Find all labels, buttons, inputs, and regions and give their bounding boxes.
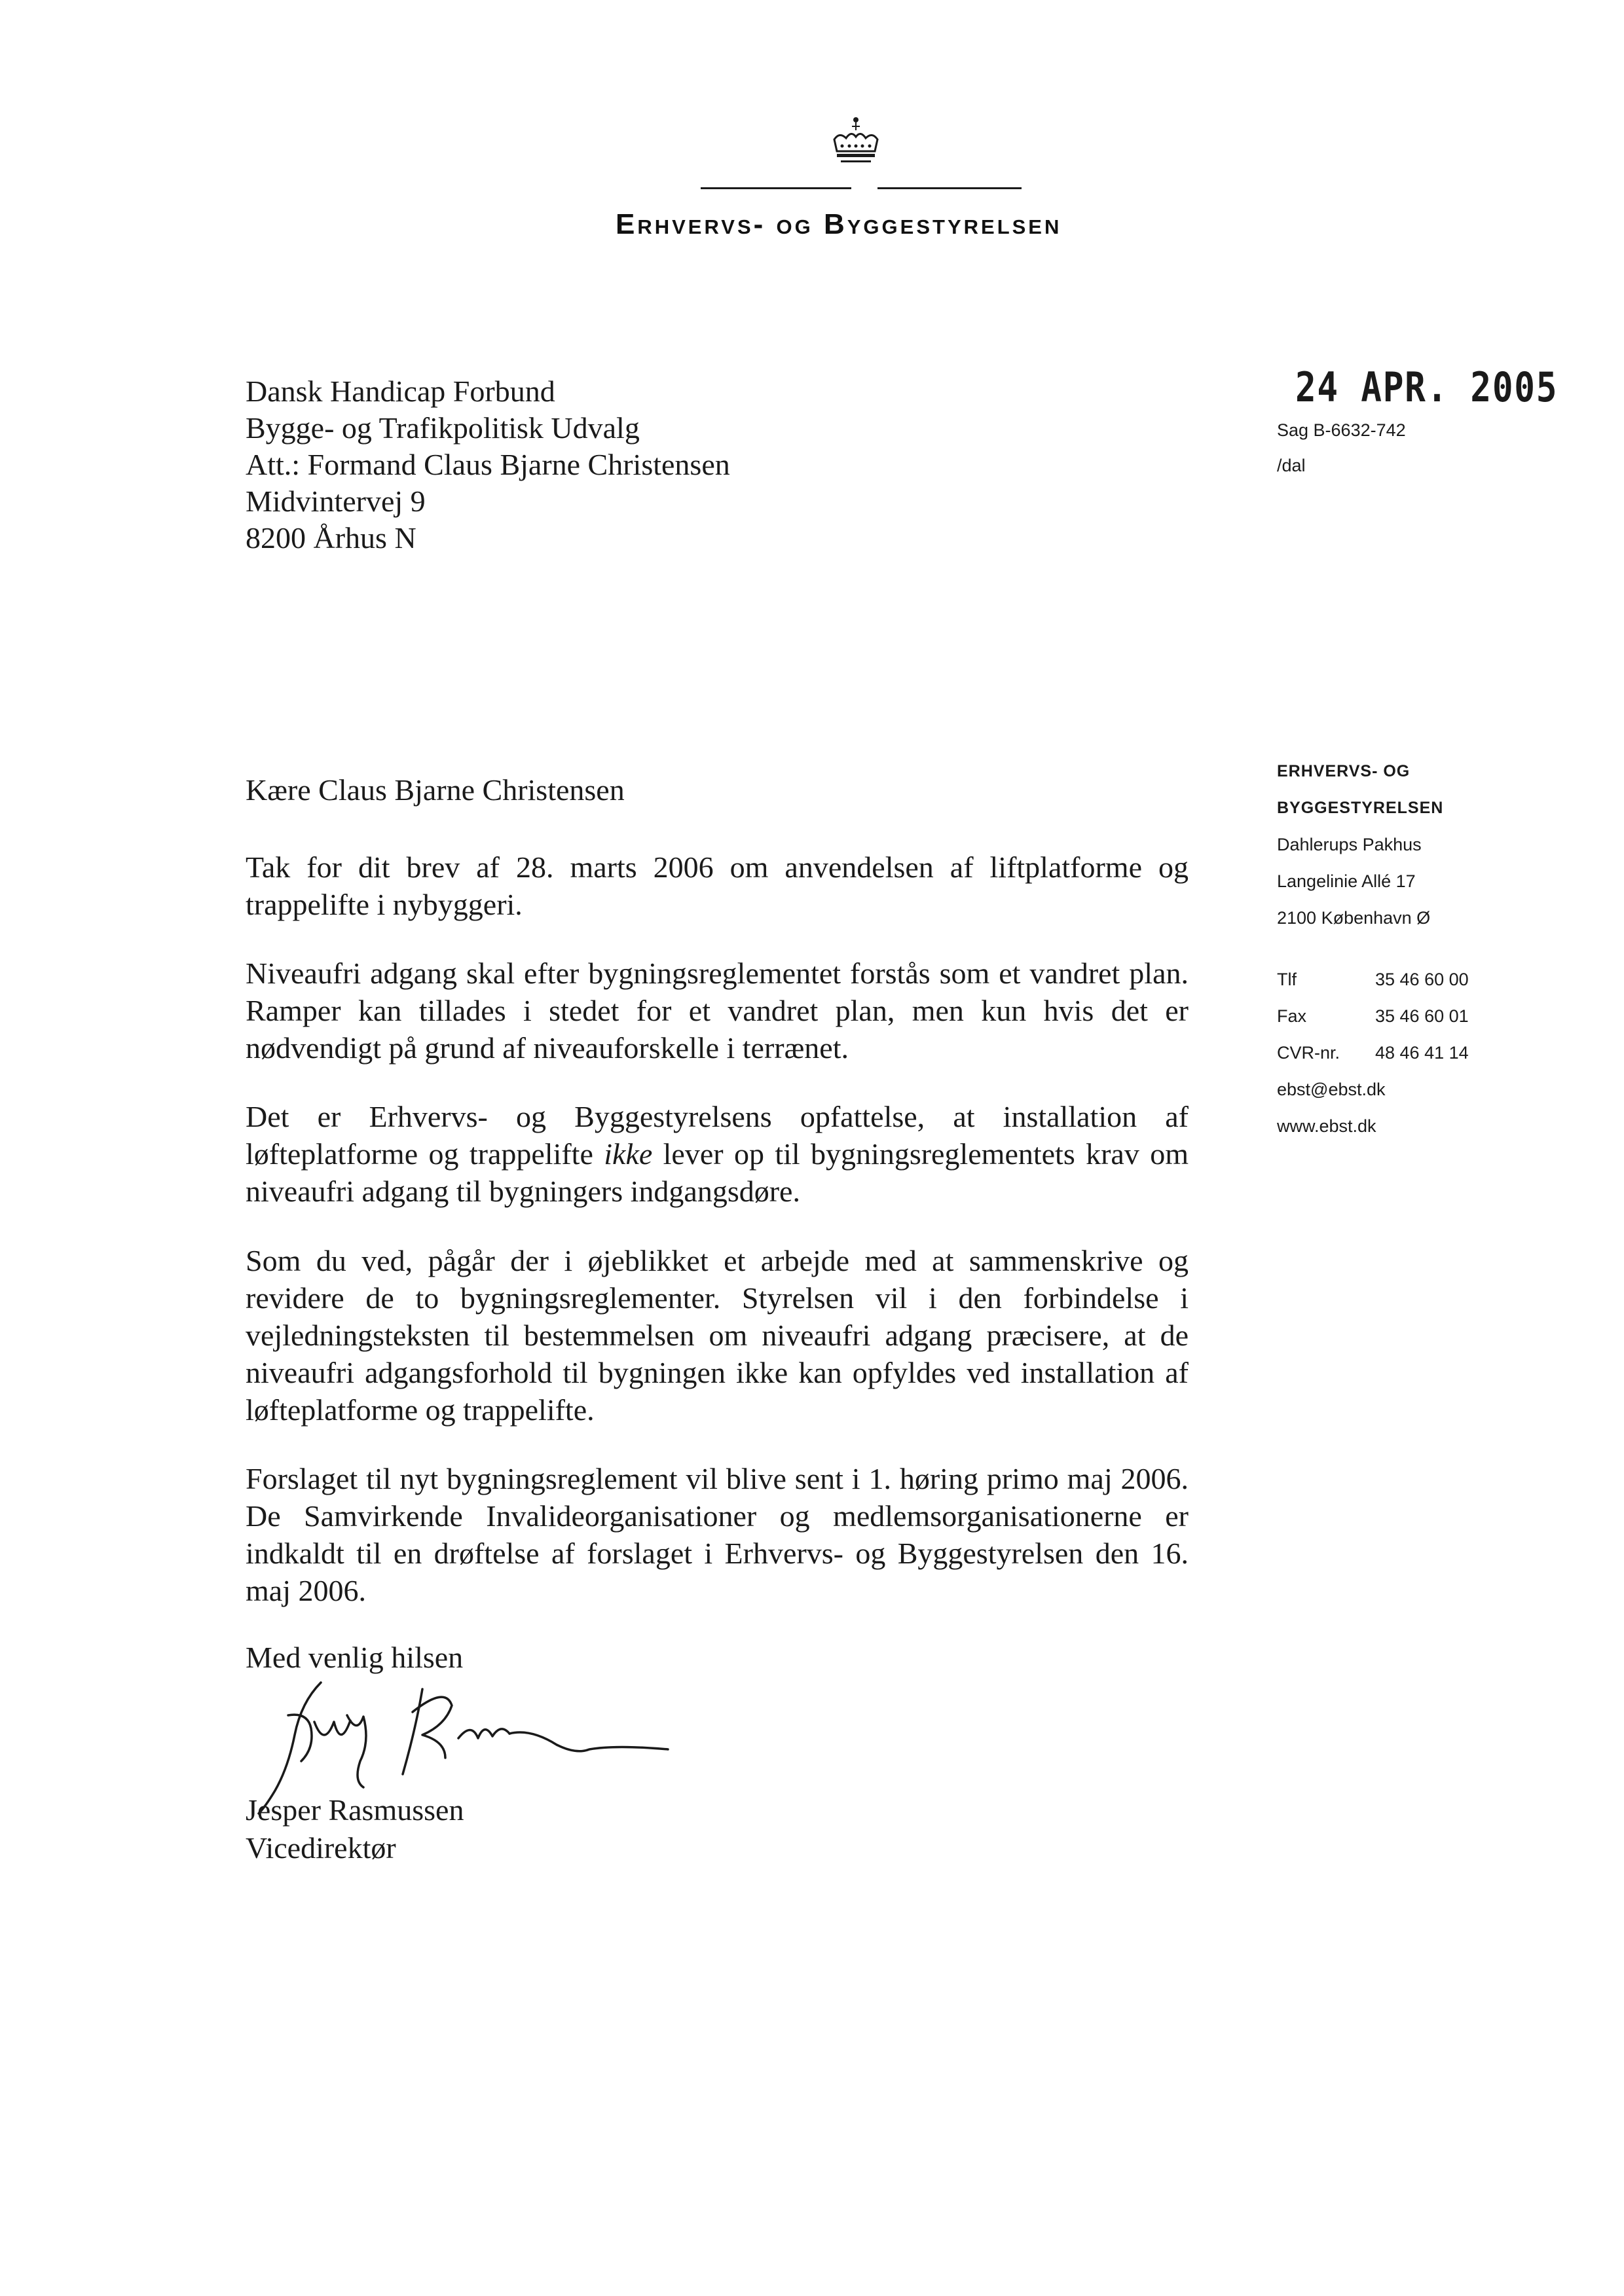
cvr-value: 48 46 41 14 xyxy=(1375,1043,1469,1063)
signer-name: Jesper Rasmussen xyxy=(246,1793,464,1827)
fax-row xyxy=(1277,998,1552,1034)
cvr-label: CVR-nr. xyxy=(1277,1043,1340,1063)
paragraph-2: Niveaufri adgang skal efter bygningsreglementet forstås som et vandret plan. Ramper kan tillades i stedet for et vandret plan, men kun hvis det er nødvendigt på grund af niveauforskelle i terrænet. xyxy=(246,957,1189,1065)
email-address: ebst@ebst.dk xyxy=(1277,1080,1386,1099)
recipient-line: Dansk Handicap Forbund xyxy=(246,374,555,408)
fax-value: 35 46 60 01 xyxy=(1375,1006,1469,1026)
paragraph-3-start: Det er Erhvervs- og Byggestyrelsens opfattelse, at installation af løfteplatforme og trappelifte xyxy=(246,1100,1189,1171)
paragraph-3 xyxy=(246,1098,1189,1210)
letterhead-rule-left xyxy=(701,187,851,189)
salutation: Kære Claus Bjarne Christensen xyxy=(246,773,625,807)
cvr-row xyxy=(1277,1034,1552,1071)
phone-label: Tlf xyxy=(1277,970,1297,989)
case-number: Sag B-6632-742 xyxy=(1277,420,1406,440)
recipient-line: 8200 Århus N xyxy=(246,521,416,555)
sender-org-line: BYGGESTYRELSEN xyxy=(1277,799,1444,817)
sender-contact-block xyxy=(1277,753,1552,1144)
phone-row xyxy=(1277,961,1552,998)
closing: Med venlig hilsen xyxy=(246,1641,464,1674)
paragraph-4: Som du ved, pågår der i øjeblikket et arbejde med at sammenskrive og revidere de to bygningsreglementer. Styrelsen vil i den forbindelse i vejledningsteksten til bestemmelsen om niveaufri adgang præcisere, at de niveaufri adgangsforhold til bygningen ikke kan opfyldes ved installation af løfteplatforme og trappelifte. xyxy=(246,1244,1189,1427)
recipient-address xyxy=(246,373,730,556)
fax-label: Fax xyxy=(1277,1006,1307,1026)
website-address: www.ebst.dk xyxy=(1277,1116,1376,1136)
recipient-line: Midvintervej 9 xyxy=(246,484,426,518)
paragraph-5: Forslaget til nyt bygningsreglement vil blive sent i 1. høring primo maj 2006. De Samvirkende Invalideorganisationer og medlemsorganisationerne er indkaldt til en drøftelse af forslaget i Erhvervs- og Byggestyrelsen den 16. maj 2006. xyxy=(246,1462,1189,1607)
reference-initials: /dal xyxy=(1277,456,1306,475)
date-stamp: 24 APR. 2005 xyxy=(1295,363,1559,411)
signer-title: Vicedirektør xyxy=(246,1831,396,1865)
phone-value: 35 46 60 00 xyxy=(1375,970,1469,989)
paragraph-3-emphasis: ikke xyxy=(604,1137,653,1171)
sender-address-line: 2100 København Ø xyxy=(1277,908,1431,928)
royal-crown-icon xyxy=(826,115,885,180)
paragraph-1: Tak for dit brev af 28. marts 2006 om anvendelsen af liftplatforme og trappelifte i nybyggeri. xyxy=(246,850,1189,921)
letterhead-rule-right xyxy=(877,187,1022,189)
recipient-line: Att.: Formand Claus Bjarne Christensen xyxy=(246,448,730,481)
sender-org-line: ERHVERVS- OG xyxy=(1277,762,1411,780)
sender-address-line: Dahlerups Pakhus xyxy=(1277,835,1422,854)
letterhead-organization: Erhvervs- og Byggestyrelsen xyxy=(616,208,1062,240)
paragraph-3-end: lever op til bygningsreglementets krav om niveaufri adgang til bygningers indgangsdøre. xyxy=(246,1137,1189,1208)
recipient-line: Bygge- og Trafikpolitisk Udvalg xyxy=(246,411,640,445)
sender-address-line: Langelinie Allé 17 xyxy=(1277,871,1416,891)
